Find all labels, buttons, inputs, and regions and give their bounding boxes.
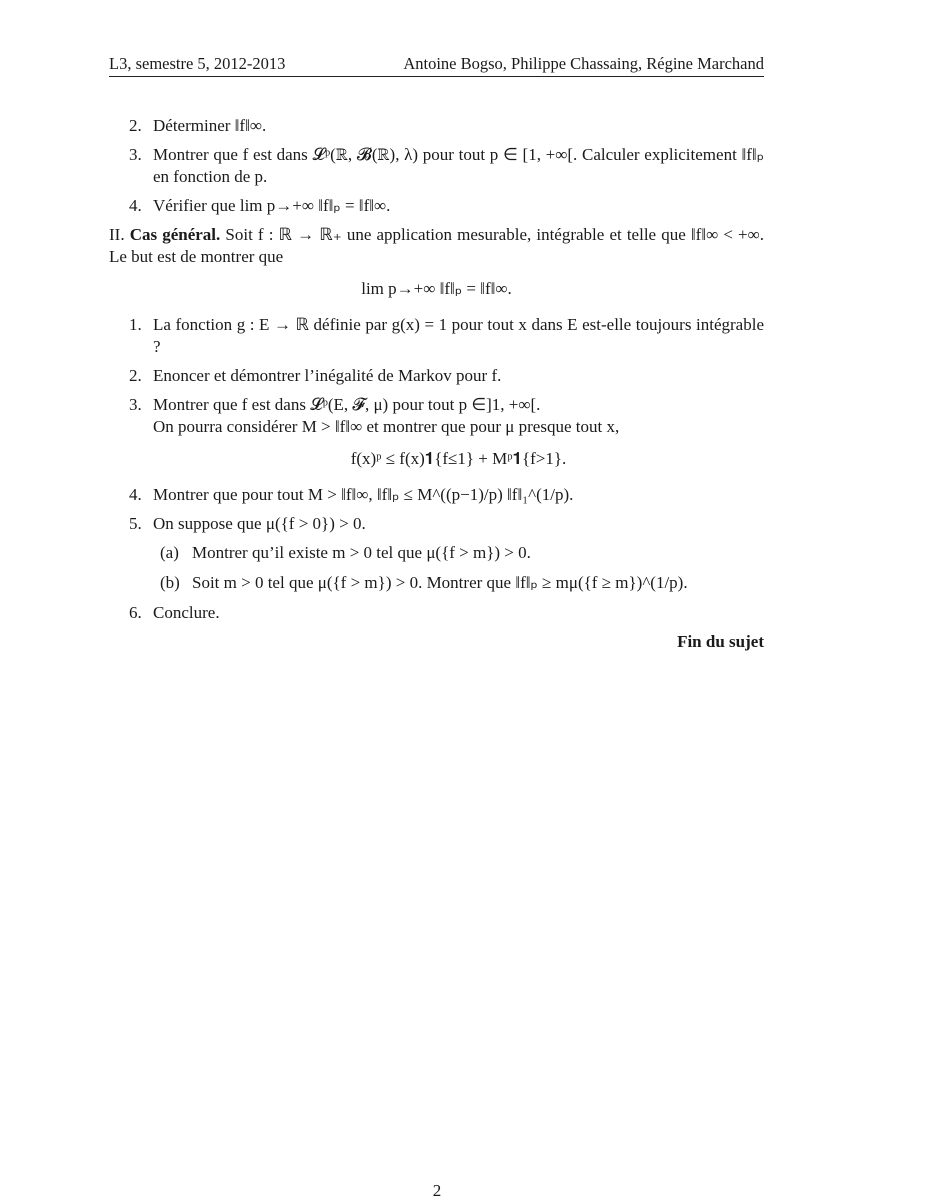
sub-item: (a) Montrer qu’il existe m > 0 tel que μ({f > m}) > 0. — [160, 543, 531, 562]
sub-item: (b) Soit m > 0 tel que μ({f > m}) > 0. Montrer que ‖f‖ₚ ≥ mμ({f ≥ m})^(1/p). — [160, 573, 688, 592]
display-equation: lim p→+∞ ‖f‖ₚ = ‖f‖∞. — [361, 279, 512, 298]
list-item: 5. On suppose que μ({f > 0}) > 0. — [129, 514, 366, 533]
display-equation: f(x)ᵖ ≤ f(x)𝟏{f≤1} + Mᵖ𝟏{f>1}. — [350, 449, 567, 468]
end-of-exam: Fin du sujet — [677, 632, 764, 651]
authors: Antoine Bogso, Philippe Chassaing, Régine Marchand — [403, 54, 764, 73]
page-header — [109, 53, 764, 77]
list-item: 4. Vérifier que lim p→+∞ ‖f‖ₚ = ‖f‖∞. — [129, 196, 391, 215]
section-general: II. Cas général. Soit f : ℝ → ℝ₊ une application mesurable, intégrable et telle que ‖f‖∞ < +∞. Le but est de montrer que — [109, 225, 764, 266]
list-item: 6. Conclure. — [129, 603, 220, 622]
exam-content — [109, 115, 764, 653]
course-info: L3, semestre 5, 2012-2013 — [109, 54, 286, 73]
section-title: Cas général. — [129, 225, 221, 244]
list-item: 2. Déterminer ‖f‖∞. — [129, 116, 267, 135]
page-number: 2 — [432, 1181, 442, 1200]
list-item: 3. Montrer que f est dans 𝓛ᵖ(E, 𝓕, μ) pour tout p ∈]1, +∞[. On pourra considérer M > ‖f‖∞ et montrer que pour μ presque tout x, — [129, 395, 620, 436]
list-item: 3. Montrer que f est dans 𝓛ᵖ(ℝ, 𝓑(ℝ), λ) pour tout p ∈ [1, +∞[. Calculer explicitement ‖f‖ₚ en fonction de p. — [129, 145, 764, 186]
list-item: 2. Enoncer et démontrer l’inégalité de Markov pour f. — [129, 366, 502, 385]
list-item: 4. Montrer que pour tout M > ‖f‖∞, ‖f‖ₚ ≤ M^((p−1)/p) ‖f‖₁^(1/p). — [129, 485, 574, 504]
list-item: 1. La fonction g : E → ℝ définie par g(x) = 1 pour tout x dans E est-elle toujours intégrable ? — [129, 315, 764, 356]
